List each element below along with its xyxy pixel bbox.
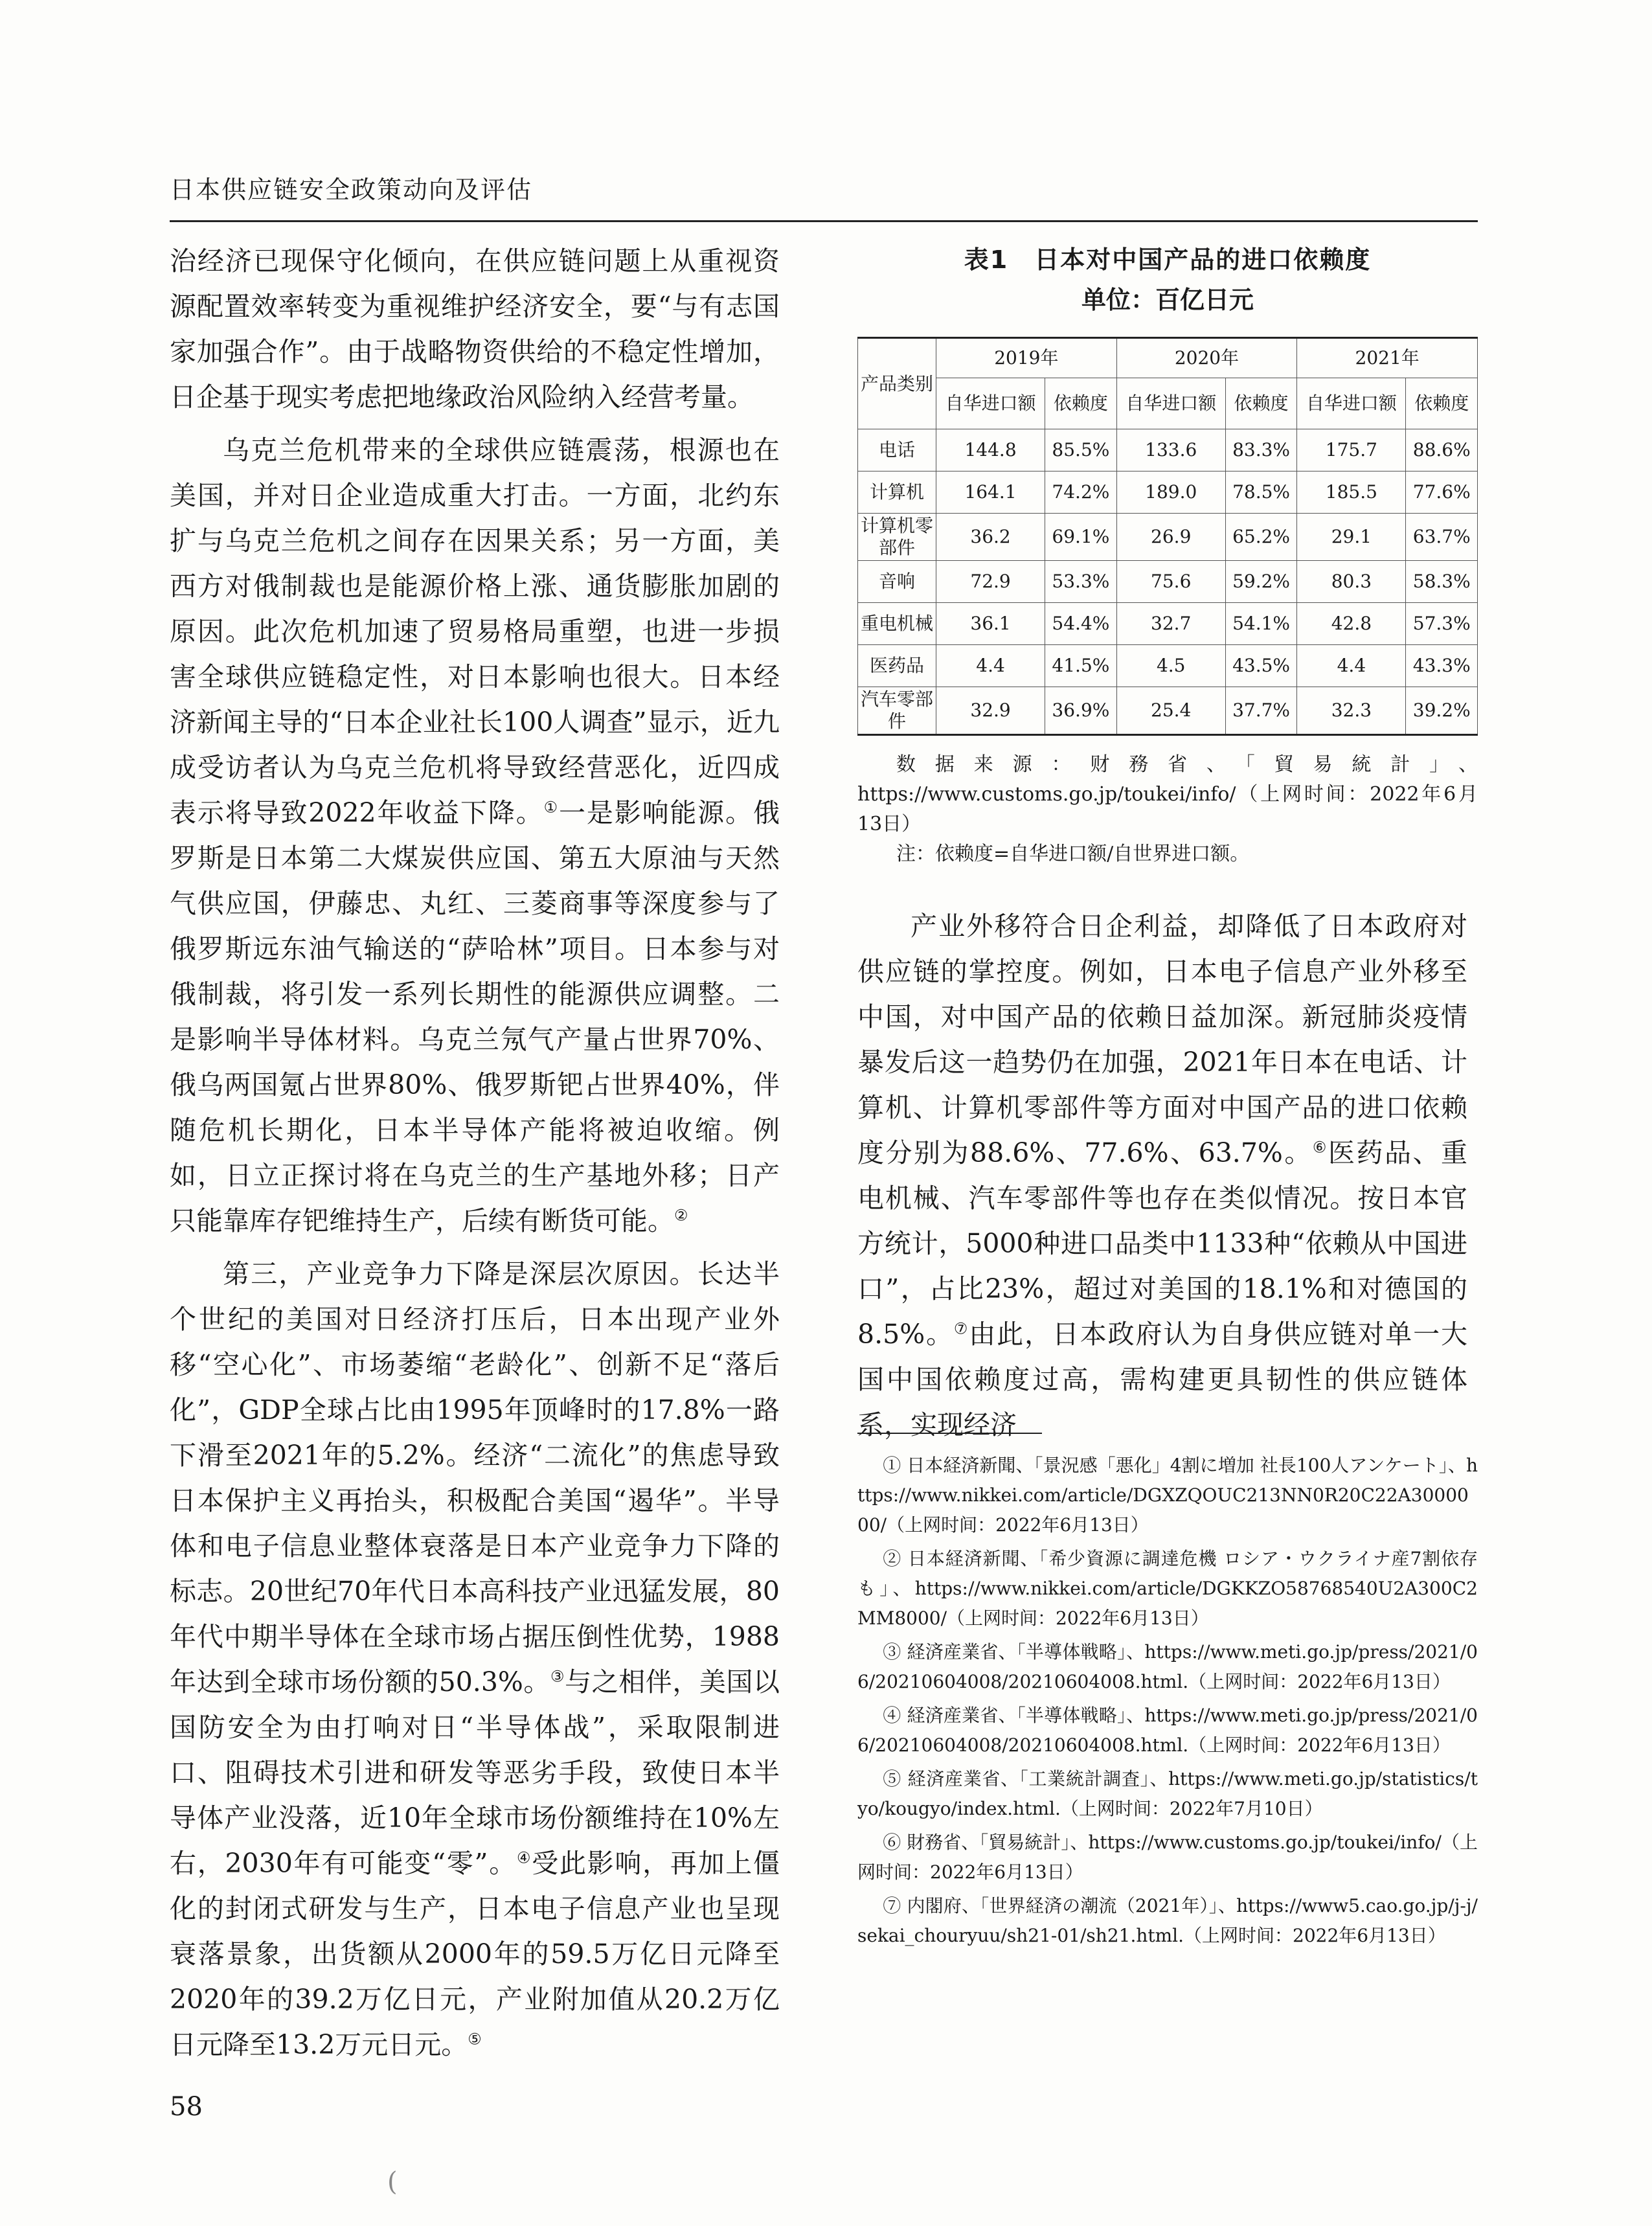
value-cell: 74.2% xyxy=(1045,471,1117,514)
footnote-item: ① 日本経済新聞、「景況感「悪化」4割に増加 社長100人アンケート」、https://www.nikkei.com/article/DGXZQOUC213NN0R20C22A3000000/（上网时间：2022年6月13日） xyxy=(857,1455,1478,1536)
value-cell: 85.5% xyxy=(1045,429,1117,471)
value-cell: 72.9 xyxy=(936,561,1045,603)
value-cell: 144.8 xyxy=(936,429,1045,471)
column-header: 依赖度 xyxy=(1225,378,1297,429)
value-cell: 63.7% xyxy=(1406,514,1478,561)
value-cell: 4.5 xyxy=(1116,645,1225,687)
value-cell: 43.3% xyxy=(1406,645,1478,687)
header-rule xyxy=(170,220,1478,222)
value-cell: 39.2% xyxy=(1406,687,1478,735)
table-title: 表1 日本对中国产品的进口依赖度 xyxy=(964,245,1372,274)
value-cell: 80.3 xyxy=(1297,561,1406,603)
value-cell: 36.1 xyxy=(936,603,1045,645)
value-cell: 164.1 xyxy=(936,471,1045,514)
value-cell: 42.8 xyxy=(1297,603,1406,645)
year-header: 2021年 xyxy=(1297,338,1478,378)
value-cell: 133.6 xyxy=(1116,429,1225,471)
footnote-item: ③ 経済産業省、「半導体戦略」、https://www.meti.go.jp/press/2021/06/20210604008/20210604008.html.（上网时间：2022年6月13日） xyxy=(857,1641,1478,1692)
running-title: 日本供应链安全政策动向及评估 xyxy=(170,176,533,204)
table-note: 注：依赖度=自华进口额/自世界进口额。 xyxy=(896,843,1250,865)
corner-header: 产品类别 xyxy=(858,338,936,429)
footnote-marker[interactable]: ② xyxy=(674,1206,688,1225)
paragraph: 第三，产业竞争力下降是深层次原因。长达半个世纪的美国对日经济打压后，日本出现产业外移“空心化”、市场萎缩“老龄化”、创新不足“落后化”，GDP全球占比由1995年顶峰时的17.8%一路下滑至2021年的5.2%。经济“二流化”的焦虑导致日本保护主义再抬头，积极配合美国“遏华”。半导体和电子信息业整体衰落是日本产业竞争力下降的标志。20世纪70年代日本高科技产业迅猛发展，80年代中期半导体在全球市场占据压倒性优势，1988年达到全球市场份额的50.3%。③与之相伴，美国以国防安全为由打响对日“半导体战”，采取限制进口、阻碍技术引进和研发等恶劣手段，致使日本半导体产业没落，近10年全球市场份额维持在10%左右，2030年有可能变“零”。④受此影响，再加上僵化的封闭式研发与生产，日本电子信息产业也呈现衰落景象，出货额从2000年的59.5万亿日元降至2020年的39.2万亿日元，产业附加值从20.2万亿日元降至13.2万元日元。⑤ xyxy=(170,1258,780,2060)
table-body xyxy=(858,429,1478,735)
footnote-marker[interactable]: ⑤ xyxy=(468,2030,482,2049)
column-header: 依赖度 xyxy=(1406,378,1478,429)
table-row xyxy=(858,645,1478,687)
footnote-rule xyxy=(857,1433,1042,1434)
value-cell: 26.9 xyxy=(1116,514,1225,561)
value-cell: 53.3% xyxy=(1045,561,1117,603)
footnote-item: ⑤ 経済産業省、「工業統計調査」、https://www.meti.go.jp/statistics/tyo/kougyo/index.html.（上网时间：2022年7月10日） xyxy=(857,1768,1478,1819)
footnote-marker[interactable]: ④ xyxy=(516,1848,532,1867)
value-cell: 57.3% xyxy=(1406,603,1478,645)
table-source: 数据来源：财務省、「貿易統計」、https://www.customs.go.jp/toukei/info/（上网时间：2022年6月13日） xyxy=(857,753,1478,835)
column-header: 依赖度 xyxy=(1045,378,1117,429)
footnote-item: ⑦ 内閣府、「世界経済の潮流（2021年）」、https://www5.cao.go.jp/j-j/sekai_chouryuu/sh21-01/sh21.html.（上网时间：2022年6月13日） xyxy=(857,1895,1478,1946)
value-cell: 69.1% xyxy=(1045,514,1117,561)
paragraph: 乌克兰危机带来的全球供应链震荡，根源也在美国，并对日企业造成重大打击。一方面，北约东扩与乌克兰危机之间存在因果关系；另一方面，美西方对俄制裁也是能源价格上涨、通货膨胀加剧的原因。此次危机加速了贸易格局重塑，也进一步损害全球供应链稳定性，对日本影响也很大。日本经济新闻主导的“日本企业社长100人调查”显示，近九成受访者认为乌克兰危机将导致经营恶化，近四成表示将导致2022年收益下降。①一是影响能源。俄罗斯是日本第二大煤炭供应国、第五大原油与天然气供应国，伊藤忠、丸红、三菱商事等深度参与了俄罗斯远东油气输送的“萨哈林”项目。日本参与对俄制裁，将引发一系列长期性的能源供应调整。二是影响半导体材料。乌克兰氖气产量占世界70%、俄乌两国氪占世界80%、俄罗斯钯占世界40%，伴随危机长期化，日本半导体产能将被迫收缩。例如，日立正探讨将在乌克兰的生产基地外移；日产只能靠库存钯维持生产，后续有断货可能。② xyxy=(170,435,780,1236)
value-cell: 54.4% xyxy=(1045,603,1117,645)
table-row xyxy=(858,514,1478,561)
footnote-item: ② 日本経済新聞、「希少資源に調達危機 ロシア・ウクライナ産7割依存も」、https://www.nikkei.com/article/DGKKZO58768540U2A300C2MM8000/（上网时间：2022年6月13日） xyxy=(857,1548,1478,1629)
footnote-marker[interactable]: ③ xyxy=(550,1667,565,1686)
value-cell: 36.9% xyxy=(1045,687,1117,735)
footnote-item: ⑥ 財務省、「貿易統計」、https://www.customs.go.jp/toukei/info/（上网时间：2022年6月13日） xyxy=(857,1832,1478,1883)
value-cell: 83.3% xyxy=(1225,429,1297,471)
category-cell: 医药品 xyxy=(858,645,936,687)
value-cell: 58.3% xyxy=(1406,561,1478,603)
table-row xyxy=(858,429,1478,471)
category-cell: 音响 xyxy=(858,561,936,603)
value-cell: 32.7 xyxy=(1116,603,1225,645)
category-cell: 重电机械 xyxy=(858,603,936,645)
value-cell: 25.4 xyxy=(1116,687,1225,735)
table-row xyxy=(858,687,1478,735)
year-header: 2020年 xyxy=(1116,338,1297,378)
value-cell: 4.4 xyxy=(1297,645,1406,687)
import-dependency-table xyxy=(857,337,1478,736)
value-cell: 88.6% xyxy=(1406,429,1478,471)
value-cell: 32.3 xyxy=(1297,687,1406,735)
value-cell: 29.1 xyxy=(1297,514,1406,561)
value-cell: 43.5% xyxy=(1225,645,1297,687)
footnote-item: ④ 経済産業省、「半導体戦略」、https://www.meti.go.jp/press/2021/06/20210604008/20210604008.html.（上网时间：2022年6月13日） xyxy=(857,1705,1478,1756)
value-cell: 78.5% xyxy=(1225,471,1297,514)
paragraph: 治经济已现保守化倾向，在供应链问题上从重视资源配置效率转变为重视维护经济安全，要“与有志国家加强合作”。由于战略物资供给的不稳定性增加，日企基于现实考虑把地缘政治风险纳入经营考量。 xyxy=(170,245,780,413)
stray-mark: ( xyxy=(387,2167,398,2197)
table-row xyxy=(858,603,1478,645)
value-cell: 41.5% xyxy=(1045,645,1117,687)
value-cell: 59.2% xyxy=(1225,561,1297,603)
footnote-marker[interactable]: ① xyxy=(543,798,559,817)
value-cell: 65.2% xyxy=(1225,514,1297,561)
page-number: 58 xyxy=(170,2092,203,2122)
column-header: 自华进口额 xyxy=(1116,378,1225,429)
paragraph: 产业外移符合日企利益，却降低了日本政府对供应链的掌控度。例如，日本电子信息产业外移至中国，对中国产品的依赖日益加深。新冠肺炎疫情暴发后这一趋势仍在加强，2021年日本在电话、计算机、计算机零部件等方面对中国产品的进口依赖度分别为88.6%、77.6%、63.7%。⑥医药品、重电机械、汽车零部件等也存在类似情况。按日本官方统计，5000种进口品类中1133种“依赖从中国进口”，占比23%，超过对美国的18.1%和对德国的8.5%。⑦由此，日本政府认为自身供应链对单一大国中国依赖度过高，需构建更具韧性的供应链体系，实现经济 xyxy=(857,911,1468,1440)
footnote-marker[interactable]: ⑥ xyxy=(1312,1138,1328,1157)
category-cell: 计算机 xyxy=(858,471,936,514)
right-column xyxy=(857,903,1467,1448)
category-cell: 电话 xyxy=(858,429,936,471)
table-unit: 单位：百亿日元 xyxy=(1081,286,1254,314)
value-cell: 75.6 xyxy=(1116,561,1225,603)
value-cell: 36.2 xyxy=(936,514,1045,561)
column-header: 自华进口额 xyxy=(1297,378,1406,429)
category-cell: 计算机零部件 xyxy=(858,514,936,561)
value-cell: 189.0 xyxy=(1116,471,1225,514)
value-cell: 4.4 xyxy=(936,645,1045,687)
value-cell: 32.9 xyxy=(936,687,1045,735)
table-block xyxy=(857,240,1478,869)
footnote-marker[interactable]: ⑦ xyxy=(953,1319,969,1338)
value-cell: 54.1% xyxy=(1225,603,1297,645)
value-cell: 37.7% xyxy=(1225,687,1297,735)
value-cell: 185.5 xyxy=(1297,471,1406,514)
column-header: 自华进口额 xyxy=(936,378,1045,429)
left-column xyxy=(170,238,780,2067)
table-row xyxy=(858,471,1478,514)
category-cell: 汽车零部件 xyxy=(858,687,936,735)
year-header: 2019年 xyxy=(936,338,1117,378)
value-cell: 175.7 xyxy=(1297,429,1406,471)
value-cell: 77.6% xyxy=(1406,471,1478,514)
footnotes xyxy=(857,1451,1478,1955)
table-row xyxy=(858,561,1478,603)
